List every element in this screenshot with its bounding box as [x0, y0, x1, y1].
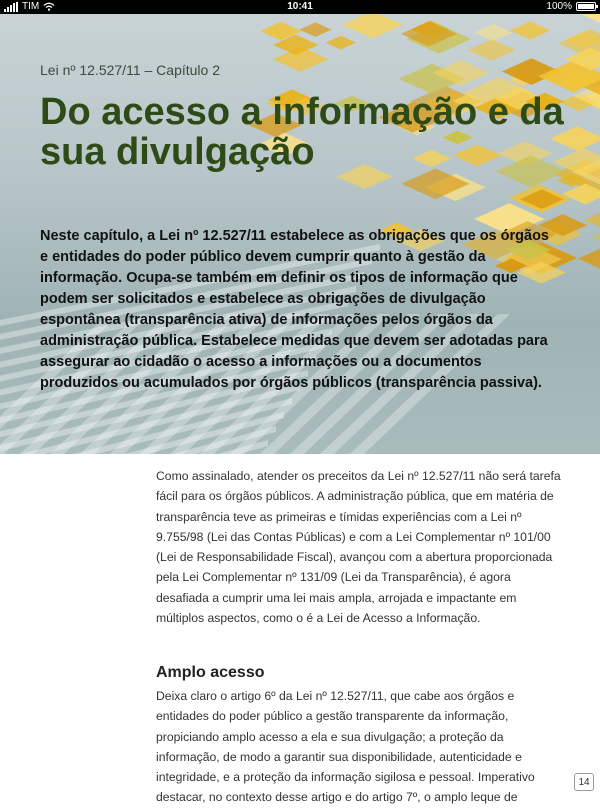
body-paragraph: Como assinalado, atender os preceitos da Lei nº 12.527/11 não será tarefa fácil para os órgãos públicos. A administração pública, que em matéria de transparência teve as primeiras e tímidas experiências com a Lei nº 9.755/98 (Lei das Contas Públicas) e com a Lei Complementar nº 101/00 (Lei de Responsabilidade Fiscal), avançou com a abertura proporcionada pela Lei Complementar nº 131/09 (Lei da Transparência), é agora desafiada a cumprir uma lei mais ampla, arrojada e impactante em múltiplos aspectos, como o é a Lei de Acesso a Informação. — [156, 469, 561, 626]
battery-fill — [578, 4, 594, 9]
status-bar — [0, 0, 600, 14]
page-number-badge[interactable]: 14 — [574, 773, 594, 791]
chapter-label: Lei nº 12.527/11 – Capítulo 2 — [40, 62, 220, 78]
pattern-tile — [584, 213, 600, 227]
intro-paragraph: Neste capítulo, a Lei nº 12.527/11 estabelece as obrigações que os órgãos e entidades do poder público devem cumprir quanto à gestão da informação. Ocupa-se também em definir os tipos de informação que podem ser solicitados e estabelece as obrigações de divulgação espontânea (transparência ativa) de informações pelos órgãos da administração pública. Estabelece medidas que devem ser adotadas para assegurar ao cidadão o acesso a informações ou a documentos produzidos ou acumulados por órgãos públicos (transparência passiva). — [40, 228, 549, 391]
hero-banner — [0, 14, 600, 454]
body-text — [156, 466, 564, 628]
pattern-tile — [581, 14, 600, 23]
status-right — [546, 1, 596, 12]
battery-icon — [576, 2, 596, 11]
clock: 10:41 — [287, 1, 313, 12]
pattern-tile — [592, 225, 600, 249]
section-paragraph: Deixa claro o artigo 6º da Lei nº 12.527/11, que cabe aos órgãos e entidades do poder público a gestão transparente da informação, propiciando amplo acesso a ela e sua divulgação; a proteção da informação, de modo a garantir sua disponibilidade, autenticidade e integridade, e a proteção da informação sigilosa e pessoal. Imperativo destacar, no contexto desse artigo e do artigo 7º, o amplo leque de — [156, 689, 535, 805]
pattern-tile — [578, 245, 600, 272]
pattern-tile — [326, 36, 356, 50]
pattern-tile — [299, 22, 331, 36]
section-heading: Amplo acesso — [156, 664, 265, 681]
carrier-label: TIM — [22, 1, 40, 12]
pattern-tile — [510, 21, 550, 39]
pattern-tile — [468, 39, 516, 61]
pattern-tile — [474, 24, 512, 41]
battery-percent: 100% — [546, 1, 572, 12]
pattern-tile — [342, 14, 403, 38]
page-title: Do acesso a informação e da sua divulgação — [40, 91, 564, 173]
